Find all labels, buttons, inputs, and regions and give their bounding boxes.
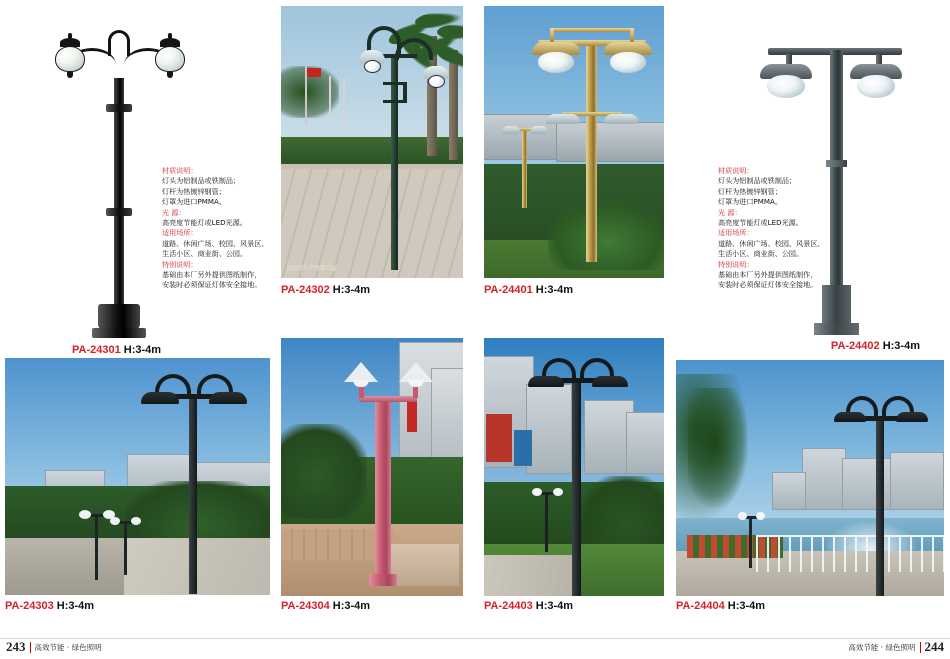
caption-pa-24304 — [281, 600, 370, 612]
caption-pa-24303 — [5, 600, 94, 612]
caption-pa-24301 — [72, 344, 161, 356]
lantern-glass — [55, 46, 85, 72]
spec-left: 材质说明： 灯头为铝制品或铁制品； 灯杆为热镀锌钢管； 灯罩为进口PMMA。 光 源： 高亮度节能灯或LED光源。 适用场所： 道路、休闲广场、校园、风景区、 生活小区、商业街、公园。 特别说明： 基础由本厂另外提供图纸制作， 安装时必须保证灯体安全接地。 — [162, 166, 269, 290]
lamp-head-left — [532, 42, 580, 72]
page-number-left: 243 — [6, 639, 26, 654]
lamp-pole — [749, 518, 752, 568]
photo-pa-24404 — [676, 360, 944, 596]
product-code: PA-24403 — [484, 600, 533, 612]
caption-pa-24401 — [484, 284, 573, 296]
lamp-hood-right — [209, 392, 247, 404]
lamp-globe-left — [738, 512, 747, 520]
lamp-distant-1 — [738, 512, 764, 568]
lamp-pole — [114, 78, 124, 318]
footer-left — [6, 639, 102, 655]
lamp-shade-left — [502, 126, 520, 134]
lamp-globe — [857, 75, 895, 98]
lamp-mid-shade-right — [604, 114, 638, 124]
lamp-cone-right — [399, 362, 433, 382]
caption-pa-24302 — [281, 284, 370, 296]
footer-brand-right: 高效节能 · 绿色照明 — [848, 642, 916, 652]
photo-pa-24302 — [281, 6, 463, 278]
lamp-pole — [572, 382, 581, 596]
spec-right: 材质说明： 灯头为铝制品或铁制品； 灯杆为热镀锌钢管； 灯罩为进口PMMA。 光 源： 高亮度节能灯或LED光源。 适用场所： 道路、休闲广场、校园、风景区、 生活小区、商业街、公园。 特别说明： 基础由本厂另外提供图纸制作， 安装时必须保证灯体安全接地。 — [718, 166, 825, 290]
lamp-globe-right — [408, 380, 424, 387]
lamp-bracket — [403, 82, 407, 102]
product-code: PA-24304 — [281, 600, 330, 612]
lamp-cone-left — [344, 362, 378, 382]
lamp-globe-right — [756, 512, 765, 520]
product-height: H:3-4m — [882, 340, 920, 352]
lamp-pole — [586, 42, 597, 262]
product-code: PA-24402 — [830, 340, 880, 352]
product-code: PA-24401 — [484, 284, 533, 296]
caption-pa-24403 — [484, 600, 573, 612]
caption-pa-24404 — [676, 600, 765, 612]
lantern-tip — [167, 72, 173, 78]
lamp-globe-left — [353, 380, 369, 387]
lamp-globe-left — [520, 346, 544, 363]
product-height: H:3-4m — [535, 600, 574, 612]
lamp-base — [822, 285, 851, 325]
product-code: PA-24301 — [72, 344, 121, 356]
product-code: PA-24303 — [5, 600, 54, 612]
lamp-mid-shade-left — [546, 114, 580, 124]
building-signage — [486, 414, 512, 462]
product-height: H:3-4m — [332, 284, 371, 296]
lamp-head-left — [760, 64, 812, 98]
product-height: H:3-4m — [727, 600, 766, 612]
palm-tree — [688, 388, 748, 508]
building — [772, 472, 806, 510]
lantern-left — [55, 38, 85, 78]
lamp-pa-24401 — [528, 16, 656, 266]
footer-right — [848, 639, 944, 655]
lantern-right — [155, 38, 185, 78]
photo-watermark: 原创图片严禁翻印@ — [287, 266, 337, 272]
product-height: H:3-4m — [56, 600, 95, 612]
product-code: PA-24404 — [676, 600, 725, 612]
lamp-pole — [124, 523, 127, 575]
lamp-pole — [189, 398, 197, 594]
lamp-pole — [522, 130, 527, 208]
page-number-right: 244 — [924, 639, 944, 654]
lamp-globe — [538, 52, 574, 73]
lamp-globe-left — [822, 382, 844, 399]
photo-pa-24304 — [281, 338, 463, 596]
product-height: H:3-4m — [535, 284, 574, 296]
lamp-strut — [550, 28, 554, 42]
lamp-base-plate — [814, 323, 859, 335]
lamp-top-scroll — [108, 30, 130, 56]
lamp-globe-right — [428, 75, 445, 88]
lamp-pa-24403 — [520, 346, 650, 592]
lamp-hood-right — [592, 376, 628, 387]
lamp-head-right — [604, 42, 652, 72]
lantern-tip — [67, 72, 73, 78]
lamp-pole — [95, 516, 98, 580]
pole-collar — [106, 208, 132, 216]
footer-divider — [0, 638, 950, 639]
lamp-globe-left — [364, 60, 381, 73]
product-height: H:3-4m — [123, 344, 162, 356]
lamp-base-plate — [92, 328, 146, 338]
flag-pole — [329, 76, 331, 124]
lamp-hood-left — [528, 376, 564, 387]
flag — [307, 68, 321, 77]
lamp-globe — [767, 75, 805, 98]
lamp-pa-24404 — [822, 382, 944, 596]
lamp-head-right — [850, 64, 902, 98]
footer-brand-left: 高效节能 · 绿色照明 — [34, 642, 102, 652]
lamp-globe-left — [131, 364, 157, 382]
lamp-pa-24303 — [131, 364, 261, 590]
product-code: PA-24302 — [281, 284, 330, 296]
lamp-pole — [391, 56, 398, 270]
lamp-pa-24304 — [339, 352, 459, 582]
lamp-globe-left — [110, 517, 120, 525]
lamp-base — [98, 304, 140, 330]
lamp-globe — [610, 52, 646, 73]
pole-collar — [106, 104, 132, 112]
lamp-hood-left — [834, 412, 866, 422]
lantern-glass — [155, 46, 185, 72]
lamp-hood-right — [896, 412, 928, 422]
lamp-globe-left — [79, 510, 91, 519]
lamp-pole — [375, 400, 391, 584]
lamp-pa-24302 — [339, 20, 459, 276]
product-height: H:3-4m — [332, 600, 371, 612]
lamp-upper-bar — [550, 28, 634, 32]
lamp-pole — [876, 420, 884, 596]
lamp-bracket — [383, 100, 407, 103]
photo-pa-24403 — [484, 338, 664, 596]
lamp-hood-left — [141, 392, 179, 404]
photo-pa-24401 — [484, 6, 664, 278]
lamp-base — [369, 574, 397, 586]
footer-rule — [30, 642, 31, 653]
photo-pa-24303 — [5, 358, 270, 595]
caption-pa-24402 — [831, 340, 920, 352]
footer-rule — [920, 642, 921, 653]
lamp-crossbar — [359, 396, 417, 402]
lamp-strut — [630, 28, 634, 42]
